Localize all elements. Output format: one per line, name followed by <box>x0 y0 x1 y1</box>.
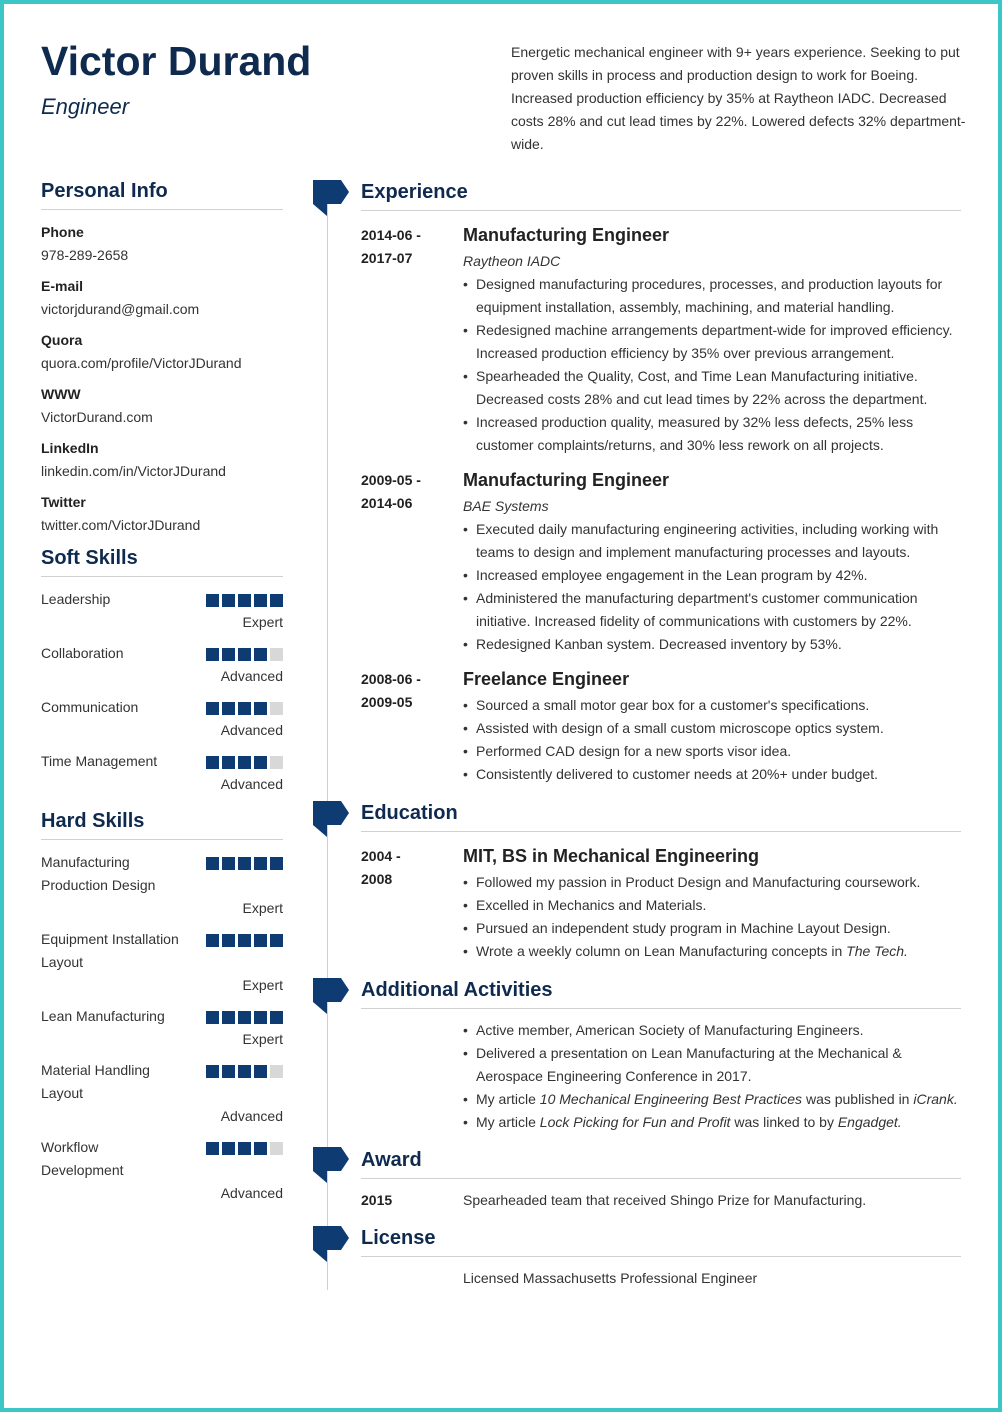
rating-filled-square <box>238 648 251 661</box>
skill-item <box>41 750 283 796</box>
experience-flag-icon <box>313 180 349 216</box>
skill-level: Advanced <box>220 668 283 684</box>
job-date-end: 2009-05 <box>361 694 413 710</box>
bullet-item: • Active member, American Society of Manufacturing Engineers. <box>463 1019 961 1042</box>
job-company: BAE Systems <box>463 498 549 514</box>
job-date-end: 2014-06 <box>361 495 413 511</box>
bullet-item: • Followed my passion in Product Design and Manufacturing coursework. <box>463 871 961 894</box>
contact-label: Quora <box>41 332 83 348</box>
skill-name: Material Handling Layout <box>41 1062 150 1101</box>
skill-rating <box>206 642 283 661</box>
award-text: Spearheaded team that received Shingo Prize for Manufacturing. <box>463 1192 867 1208</box>
rating-filled-square <box>270 1011 283 1024</box>
skill-item <box>41 696 283 742</box>
rating-empty-square <box>270 1065 283 1078</box>
skill-name: Communication <box>41 699 139 715</box>
bullet-item: • Redesigned Kanban system. Decreased inventory by 53%. <box>463 633 961 656</box>
bullet-text: My article <box>476 1114 540 1130</box>
job-body <box>463 668 961 786</box>
experience-heading: Experience <box>361 181 961 211</box>
bullet-item: • Executed daily manufacturing engineering activities, including working with teams to design and implement manufacturing processes and layouts. <box>463 518 961 564</box>
rating-empty-square <box>270 756 283 769</box>
rating-filled-square <box>238 1065 251 1078</box>
skill-name: Manufacturing Production Design <box>41 854 156 893</box>
activities-body <box>463 1019 961 1134</box>
candidate-name: Victor Durand <box>41 38 312 84</box>
candidate-title: Engineer <box>41 94 130 119</box>
skill-name: Leadership <box>41 591 111 607</box>
job-date <box>361 469 441 515</box>
rating-filled-square <box>238 702 251 715</box>
rating-filled-square <box>222 1065 235 1078</box>
job-date-start: 2008-06 - <box>361 671 421 687</box>
skill-item <box>41 1059 283 1128</box>
job-title: Manufacturing Engineer <box>463 470 670 490</box>
rating-filled-square <box>206 702 219 715</box>
contact-value: quora.com/profile/VictorJDurand <box>41 355 242 371</box>
contact-label: Twitter <box>41 494 86 510</box>
skill-item <box>41 588 283 634</box>
rating-filled-square <box>206 934 219 947</box>
rating-filled-square <box>222 702 235 715</box>
job-title: Manufacturing Engineer <box>463 225 670 245</box>
skill-rating <box>206 750 283 769</box>
skill-rating <box>206 851 283 870</box>
rating-filled-square <box>254 1011 267 1024</box>
rating-filled-square <box>206 1011 219 1024</box>
job-date-start: 2009-05 - <box>361 472 421 488</box>
rating-filled-square <box>254 1065 267 1078</box>
award-heading: Award <box>361 1149 961 1179</box>
bullet-item: • Delivered a presentation on Lean Manufacturing at the Mechanical & Aerospace Engineering Conference in 2017. <box>463 1042 961 1088</box>
skill-level: Expert <box>242 1031 283 1047</box>
skill-level: Expert <box>242 900 283 916</box>
skill-rating <box>206 1005 283 1024</box>
rating-filled-square <box>222 934 235 947</box>
skill-name: Equipment Installation Layout <box>41 931 179 970</box>
rating-filled-square <box>222 756 235 769</box>
job-body <box>463 224 961 457</box>
education-date <box>361 845 441 891</box>
bullet-item: • Redesigned machine arrangements department-wide for improved efficiency. Increased production efficiency by 35% over previous arrangement. <box>463 319 961 365</box>
skill-item <box>41 928 283 997</box>
skill-level: Advanced <box>220 722 283 738</box>
hard-skills-section <box>41 810 283 1205</box>
bullet-text: Wrote a weekly column on Lean Manufacturing concepts in <box>476 943 847 959</box>
bullet-item <box>463 1111 961 1134</box>
bullet-item: • Increased production quality, measured by 32% less defects, 25% less customer complaints/returns, and 30% less rework on all projects. <box>463 411 961 457</box>
article-title: 10 Mechanical Engineering Best Practices <box>539 1091 803 1107</box>
rating-filled-square <box>238 934 251 947</box>
skill-level: Advanced <box>220 776 283 792</box>
skill-item <box>41 1005 283 1051</box>
skill-rating <box>206 696 283 715</box>
job-company: Raytheon IADC <box>463 253 561 269</box>
rating-filled-square <box>206 648 219 661</box>
job-date-end: 2017-07 <box>361 250 413 266</box>
personal-info-heading: Personal Info <box>41 180 283 210</box>
skill-level: Expert <box>242 977 283 993</box>
contact-label: E-mail <box>41 278 84 294</box>
contact-value: linkedin.com/in/VictorJDurand <box>41 463 226 479</box>
rating-filled-square <box>270 594 283 607</box>
bullet-item: • Administered the manufacturing department's customer communication initiative. Increased fidelity of communications with customers by 22%. <box>463 587 961 633</box>
skill-level: Advanced <box>220 1185 283 1201</box>
skill-name: Lean Manufacturing <box>41 1008 165 1024</box>
education-heading: Education <box>361 802 961 832</box>
license-heading: License <box>361 1227 961 1257</box>
publication-name: Engadget. <box>837 1114 902 1130</box>
rating-filled-square <box>222 1142 235 1155</box>
bullet-item <box>463 1088 961 1111</box>
skill-rating <box>206 1059 283 1078</box>
skill-name: Workflow Development <box>41 1139 124 1178</box>
job-bullets <box>463 694 961 786</box>
rating-filled-square <box>270 857 283 870</box>
publication-name: iCrank. <box>913 1091 958 1107</box>
bullet-item: • Pursued an independent study program in Machine Layout Design. <box>463 917 961 940</box>
job-body <box>463 469 961 656</box>
left-column <box>41 180 283 1215</box>
activities-bullets <box>463 1019 961 1134</box>
rating-filled-square <box>270 934 283 947</box>
activities-heading: Additional Activities <box>361 979 961 1009</box>
bullet-item: • Excelled in Mechanics and Materials. <box>463 894 961 917</box>
rating-filled-square <box>254 648 267 661</box>
rating-filled-square <box>206 756 219 769</box>
skill-level: Expert <box>242 614 283 630</box>
soft-skills-section <box>41 547 283 796</box>
rating-filled-square <box>222 594 235 607</box>
education-body <box>463 845 961 963</box>
rating-empty-square <box>270 1142 283 1155</box>
award-flag-icon <box>313 1147 349 1183</box>
bullet-item <box>463 940 961 963</box>
skill-rating <box>206 1136 283 1155</box>
rating-filled-square <box>254 756 267 769</box>
rating-filled-square <box>238 756 251 769</box>
education-bullets <box>463 871 961 963</box>
rating-filled-square <box>238 1142 251 1155</box>
job-bullets <box>463 273 961 457</box>
rating-filled-square <box>206 1142 219 1155</box>
bullet-item: • Increased employee engagement in the Lean program by 42%. <box>463 564 961 587</box>
job-date <box>361 668 441 714</box>
activities-flag-icon <box>313 978 349 1014</box>
skill-item <box>41 642 283 688</box>
rating-filled-square <box>222 648 235 661</box>
bullet-text: My article <box>476 1091 540 1107</box>
rating-filled-square <box>238 594 251 607</box>
rating-filled-square <box>254 857 267 870</box>
skill-item <box>41 851 283 920</box>
job-date <box>361 224 441 270</box>
education-date-start: 2004 - <box>361 848 401 864</box>
skill-rating <box>206 928 283 947</box>
rating-filled-square <box>254 934 267 947</box>
bullet-text: was published in <box>802 1091 914 1107</box>
job-title: Freelance Engineer <box>463 669 630 689</box>
skill-level: Advanced <box>220 1108 283 1124</box>
skill-name: Time Management <box>41 753 158 769</box>
bullet-text: was linked to by <box>730 1114 838 1130</box>
skill-item <box>41 1136 283 1205</box>
rating-filled-square <box>222 857 235 870</box>
timeline-line <box>327 200 328 1290</box>
rating-filled-square <box>206 594 219 607</box>
contact-value: VictorDurand.com <box>41 409 153 425</box>
soft-skills-heading: Soft Skills <box>41 547 283 577</box>
rating-filled-square <box>254 1142 267 1155</box>
contact-value: victorjdurand@gmail.com <box>41 301 200 317</box>
bullet-item: • Consistently delivered to customer needs at 20%+ under budget. <box>463 763 961 786</box>
hard-skills-heading: Hard Skills <box>41 810 283 840</box>
contact-label: LinkedIn <box>41 440 99 456</box>
license-text: Licensed Massachusetts Professional Engineer <box>463 1270 758 1286</box>
job-bullets <box>463 518 961 656</box>
bullet-item: • Sourced a small motor gear box for a customer's specifications. <box>463 694 961 717</box>
education-date-end: 2008 <box>361 871 393 887</box>
contact-label: WWW <box>41 386 81 402</box>
article-title: Lock Picking for Fun and Profit <box>539 1114 731 1130</box>
rating-filled-square <box>222 1011 235 1024</box>
rating-filled-square <box>254 702 267 715</box>
education-flag-icon <box>313 801 349 837</box>
summary-text: Energetic mechanical engineer with 9+ years experience. Seeking to put proven skills in process and production design to work for Boeing. Increased production efficiency by 35% at Raytheon IADC. Decreased costs 28% and cut lead times by 22%. Lowered defects 32% department-wide. <box>511 44 966 152</box>
rating-filled-square <box>254 594 267 607</box>
skill-rating <box>206 588 283 607</box>
contact-value: 978-289-2658 <box>41 247 129 263</box>
bullet-item: • Designed manufacturing procedures, processes, and production layouts for equipment installation, assembly, machining, and material handling. <box>463 273 961 319</box>
job-date-start: 2014-06 - <box>361 227 421 243</box>
rating-filled-square <box>238 857 251 870</box>
rating-empty-square <box>270 702 283 715</box>
bullet-item: • Spearheaded the Quality, Cost, and Time Lean Manufacturing initiative. Decreased costs 28% and cut lead times by 22% across the department. <box>463 365 961 411</box>
contact-label: Phone <box>41 224 84 240</box>
rating-empty-square <box>270 648 283 661</box>
degree-title: MIT, BS in Mechanical Engineering <box>463 846 760 866</box>
bullet-item: • Performed CAD design for a new sports visor idea. <box>463 740 961 763</box>
publication-name: The Tech. <box>846 943 908 959</box>
rating-filled-square <box>206 1065 219 1078</box>
license-flag-icon <box>313 1226 349 1262</box>
skill-name: Collaboration <box>41 645 124 661</box>
award-year: 2015 <box>361 1192 393 1208</box>
rating-filled-square <box>238 1011 251 1024</box>
personal-info-section <box>41 180 283 537</box>
rating-filled-square <box>206 857 219 870</box>
contact-value: twitter.com/VictorJDurand <box>41 517 201 533</box>
bullet-item: • Assisted with design of a small custom microscope optics system. <box>463 717 961 740</box>
